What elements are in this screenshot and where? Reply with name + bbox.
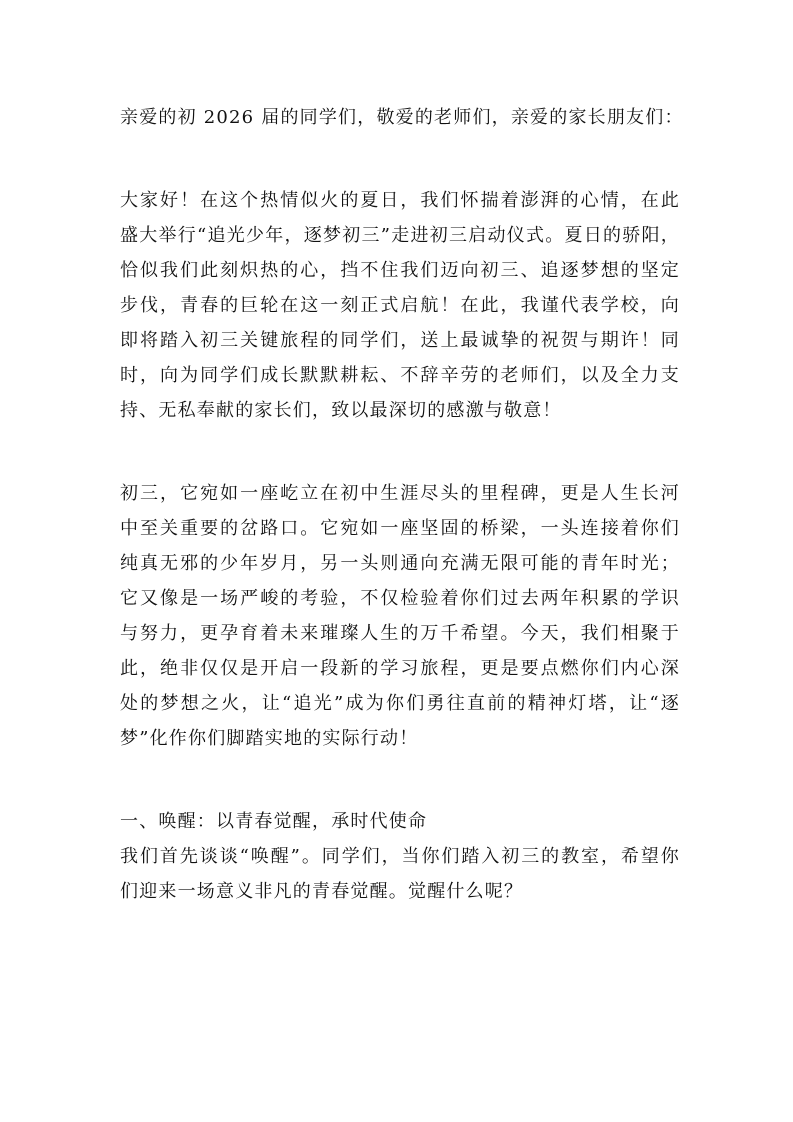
paragraph-greeting xyxy=(120,183,680,428)
paragraph-awakening xyxy=(120,839,680,909)
paragraph-gap xyxy=(120,135,680,183)
paragraph-line: 时，向为同学们成长默默耕耘、不辞辛劳的老师们，以及全力支 xyxy=(120,365,680,386)
paragraph-line: 持、无私奉献的家长们，致以最深切的感激与敬意！ xyxy=(120,400,562,421)
paragraph-line: 纯真无邪的少年岁月，另一头则通向充满无限可能的青年时光； xyxy=(120,553,680,574)
document-page xyxy=(120,100,684,909)
paragraph-line: 大家好！在这个热情似火的夏日，我们怀揣着澎湃的心情，在此 xyxy=(120,190,680,211)
salutation: 亲爱的初 2026 届的同学们，敬爱的老师们，亲爱的家长朋友们： xyxy=(120,107,684,128)
paragraph-line: 处的梦想之火，让“追光”成为你们勇往直前的精神灯塔，让“逐 xyxy=(120,693,680,714)
paragraph-line: 盛大举行“追光少年，逐梦初三”走进初三启动仪式。夏日的骄阳， xyxy=(120,225,680,246)
paragraph-line: 步伐，青春的巨轮在这一刻正式启航！在此，我谨代表学校，向 xyxy=(120,295,680,316)
section-heading: 一、唤醒：以青春觉醒，承时代使命 xyxy=(120,811,428,832)
paragraph-line: 初三，它宛如一座屹立在初中生涯尽头的里程碑，更是人生长河 xyxy=(120,483,680,504)
paragraph-line: 即将踏入初三关键旅程的同学们，送上最诚挚的祝贺与期许！同 xyxy=(120,330,680,351)
paragraph-line: 它又像是一场严峻的考验，不仅检验着你们过去两年积累的学识 xyxy=(120,588,680,609)
paragraph-line: 们迎来一场意义非凡的青春觉醒。觉醒什么呢？ xyxy=(120,881,524,902)
paragraph-gap xyxy=(120,756,680,804)
paragraph-junior-three xyxy=(120,476,680,756)
paragraph-line: 恰似我们此刻炽热的心，挡不住我们迈向初三、追逐梦想的坚定 xyxy=(120,260,680,281)
paragraph-gap xyxy=(120,428,680,476)
paragraph-line: 此，绝非仅仅是开启一段新的学习旅程，更是要点燃你们内心深 xyxy=(120,658,680,679)
paragraph-line: 我们首先谈谈“唤醒”。同学们，当你们踏入初三的教室，希望你 xyxy=(120,846,680,867)
paragraph-line: 与努力，更孕育着未来璀璨人生的万千希望。今天，我们相聚于 xyxy=(120,623,680,644)
paragraph-line: 中至关重要的岔路口。它宛如一座坚固的桥梁，一头连接着你们 xyxy=(120,518,680,539)
paragraph-line: 梦”化作你们脚踏实地的实际行动！ xyxy=(120,728,419,749)
